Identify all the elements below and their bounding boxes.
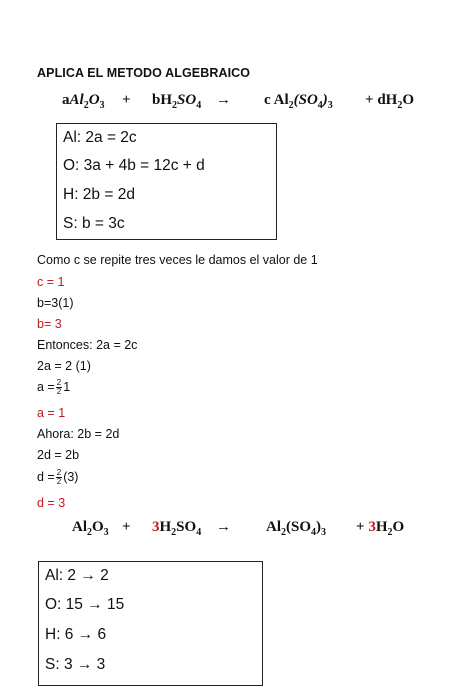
ahora-text: Ahora: 2b = 2d xyxy=(37,427,120,441)
eq1-term-al2o3: $aAl_2O_3$ xyxy=(62,92,105,111)
equation-system-box xyxy=(56,123,277,240)
entonces-text: Entonces: 2a = 2c xyxy=(37,338,138,352)
verification-box xyxy=(38,561,263,686)
eq2-term-h2o: + $3H_2O$ xyxy=(356,519,405,538)
verify-line-al: Al: 2 → 2 xyxy=(45,567,109,584)
eq1-term-h2so4: $bH_2SO_4$ xyxy=(152,92,202,111)
system-line-o: O: 3a + 4b = 12c + d xyxy=(63,157,205,174)
a-calc: 2a = 2 (1) xyxy=(37,359,91,373)
a-fraction: a = $\frac{2}{2}$ 1 xyxy=(37,378,71,396)
verify-line-h: H: 6 → 6 xyxy=(45,626,107,643)
eq1-plus: + xyxy=(122,92,131,108)
system-line-h: H: 2b = 2d xyxy=(63,186,135,203)
system-line-s: S: b = 3c xyxy=(63,215,125,232)
eq2-term-al2so43: $Al_2(SO_4)_3$ xyxy=(266,519,327,538)
b-calc: b=3(1) xyxy=(37,296,74,310)
verify-line-s: S: 3 → 3 xyxy=(45,656,106,673)
verify-line-o: O: 15 → 15 xyxy=(45,596,125,613)
d-value: d = 3 xyxy=(37,496,66,510)
eq1-arrow: → xyxy=(216,92,231,108)
b-value: b= 3 xyxy=(37,317,62,331)
c-value: c = 1 xyxy=(37,275,65,289)
eq2-plus: + xyxy=(122,519,131,535)
eq1-term-h2o: + $dH_2O$ xyxy=(365,92,414,111)
intro-text: Como c se repite tres veces le damos el valor de 1 xyxy=(37,253,318,267)
eq2-term-al2o3: $Al_2O_3$ xyxy=(72,519,109,538)
eq2-term-h2so4: $3H_2SO_4$ xyxy=(152,519,202,538)
eq2-arrow: → xyxy=(216,519,231,535)
d-fraction: d = $\frac{2}{2}$ (3) xyxy=(37,468,79,486)
page-title: APLICA EL METODO ALGEBRAICO xyxy=(37,66,251,80)
eq1-term-al2so43: c $Al_2(SO_4)_3$ xyxy=(264,92,333,111)
a-value: a = 1 xyxy=(37,406,66,420)
d-calc: 2d = 2b xyxy=(37,448,80,462)
system-line-al: Al: 2a = 2c xyxy=(63,129,137,146)
